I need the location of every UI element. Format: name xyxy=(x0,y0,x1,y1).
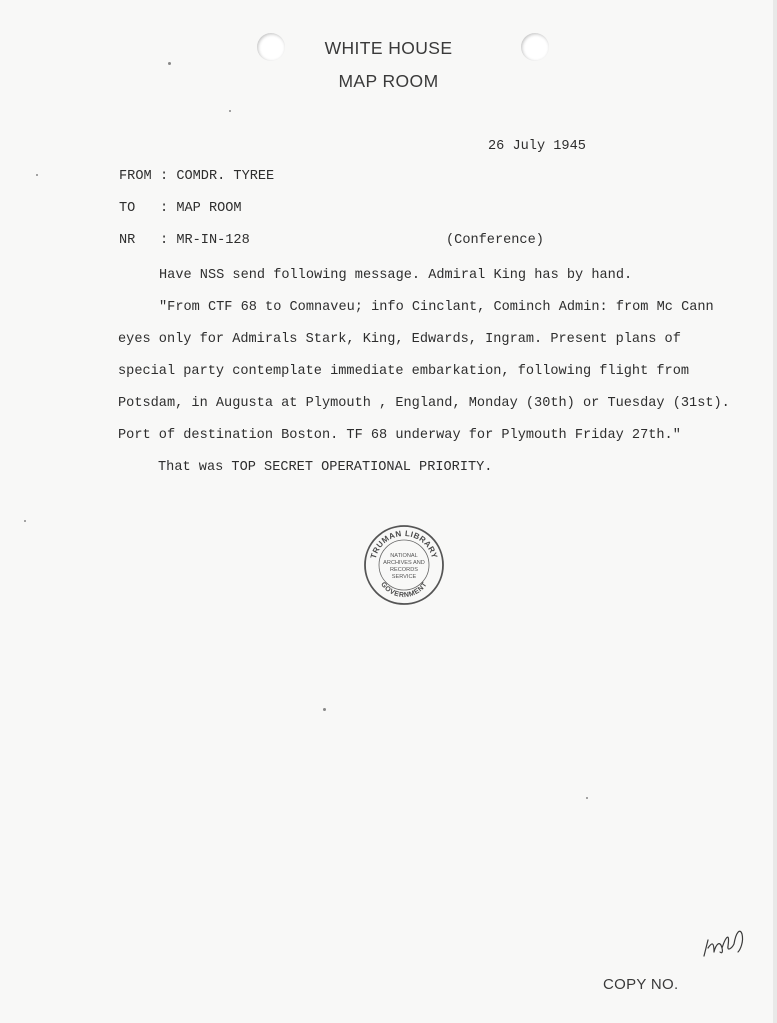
from-label: FROM xyxy=(119,169,152,184)
paper-speck xyxy=(24,520,26,522)
paper-speck xyxy=(168,62,171,65)
closing-paragraph: That was TOP SECRET OPERATIONAL PRIORITY. xyxy=(158,460,493,475)
message-line: Potsdam, in Augusta at Plymouth , England, Monday (30th) or Tuesday (31st). xyxy=(118,396,730,411)
document-date: 26 July 1945 xyxy=(488,139,586,154)
intro-paragraph: Have NSS send following message. Admiral King has by hand. xyxy=(159,268,633,283)
nr-value: : MR-IN-128 xyxy=(160,233,250,248)
handwritten-initials xyxy=(700,922,750,962)
letterhead-line-1: WHITE HOUSE xyxy=(324,38,453,58)
nr-label: NR xyxy=(119,233,136,248)
from-value: : COMDR. TYREE xyxy=(160,169,275,184)
to-value: : MAP ROOM xyxy=(160,201,242,216)
message-line: "From CTF 68 to Comnaveu; info Cinclant, Cominch Admin: from Mc Cann xyxy=(159,300,714,315)
stamp-top-text: TRUMAN LIBRARY xyxy=(368,528,440,560)
copy-number-label: COPY NO. xyxy=(603,976,679,993)
stamp-center-line: NATIONAL xyxy=(390,553,418,559)
stamp-center-line: RECORDS xyxy=(390,567,418,573)
letterhead-line-2: MAP ROOM xyxy=(338,71,439,91)
message-line: Port of destination Boston. TF 68 underway for Plymouth Friday 27th." xyxy=(118,428,681,443)
paper-speck xyxy=(36,174,38,176)
page-edge-shadow xyxy=(773,0,777,1023)
paper-speck xyxy=(323,708,326,711)
paper-speck xyxy=(229,110,231,112)
stamp-center-line: SERVICE xyxy=(391,574,417,580)
message-line: special party contemplate immediate embarkation, following flight from xyxy=(118,364,690,379)
paper-speck xyxy=(586,797,588,799)
stamp-center-line: ARCHIVES AND xyxy=(383,560,425,566)
archives-stamp xyxy=(363,524,445,606)
conference-note: (Conference) xyxy=(446,233,544,248)
message-line: eyes only for Admirals Stark, King, Edwards, Ingram. Present plans of xyxy=(118,332,681,347)
stamp-bottom-text: GOVERNMENT xyxy=(379,581,429,600)
to-label: TO xyxy=(119,201,136,216)
